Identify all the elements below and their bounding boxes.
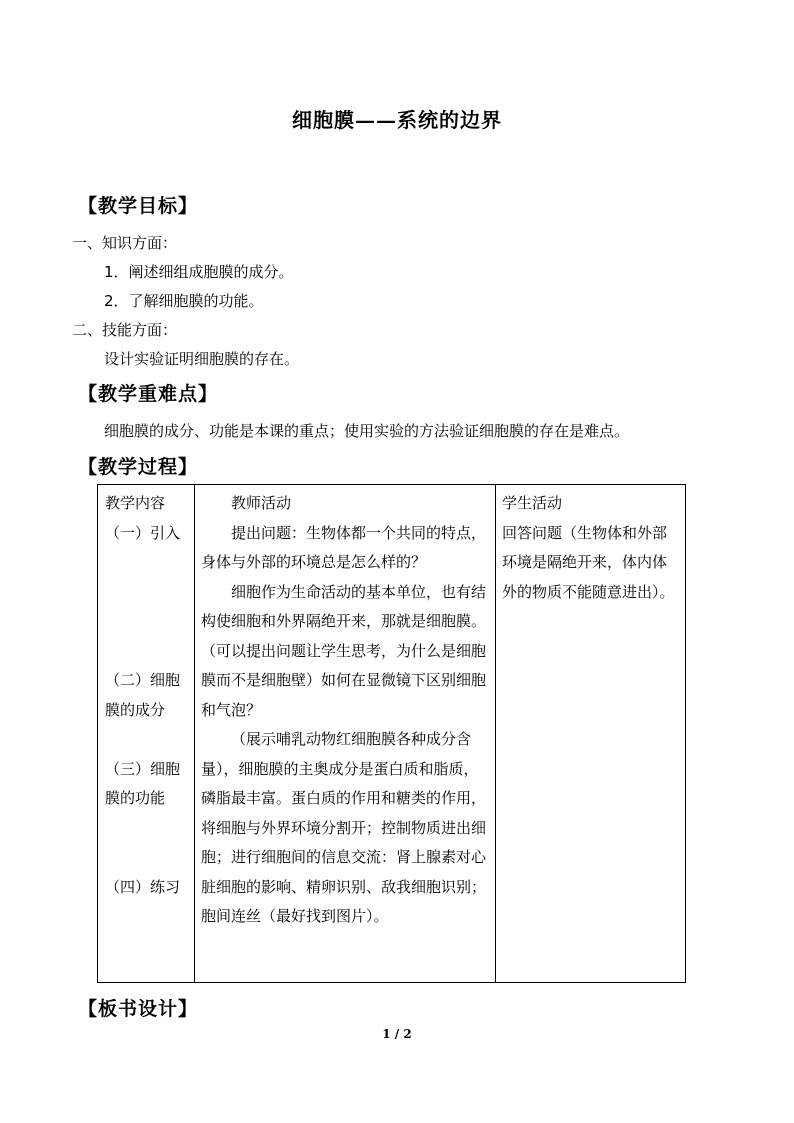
teacher-paragraph: 细胞作为生命活动的基本单位，也有结构使细胞和外界隔绝开来，那就是细胞膜。（可以提出问题让学生思考，为什么是细胞膜而不是细胞壁）如何在显微镜下区别细胞和气泡？ [201,582,487,719]
document-title: 细胞膜——系统的边界 [292,108,502,132]
key-points-text: 细胞膜的成分、功能是本课的重点；使用实验的方法验证细胞膜的存在是难点。 [104,422,630,440]
content-column [98,485,195,983]
section-heading-key-points: 【教学重难点】 [78,383,219,405]
stage-label: 膜的功能 [105,789,166,807]
stage-label: （三）细胞 [105,759,181,778]
stage-label: 膜的成分 [105,700,166,719]
page-number: 1 / 2 [382,1027,412,1041]
column-header: 教师活动 [231,494,292,512]
skill-heading: 二、技能方面： [72,321,178,339]
stage-label: （四）练习 [105,877,181,896]
student-activity-column [496,485,686,983]
section-heading-process: 【教学过程】 [78,456,199,478]
section-heading-board: 【板书设计】 [78,998,199,1020]
column-header: 学生活动 [502,494,563,512]
teacher-paragraph: 提出问题：生物体都一个共同的特点，身体与外部的环境总是怎么样的？ [201,523,487,571]
stage-label: （一）引入 [105,523,181,542]
column-header: 教学内容 [105,494,166,512]
teacher-paragraph: （展示哺乳动物红细胞膜各种成分含量），细胞膜的主奥成分是蛋白质和脂质，磷脂最丰富。蛋白质的作用和糖类的作用，将细胞与外界环境分割开；控制物质进出细胞；进行细胞间的信息交流：肾上腺素对心脏细胞的影响、精卵识别、敌我细胞识别；胞间连丝（最好找到图片）。 [201,730,487,925]
knowledge-item: 1．阐述细组成胞膜的成分。 [104,263,294,281]
section-heading-goals: 【教学目标】 [78,195,199,217]
teaching-process-table [97,484,686,983]
student-paragraph: 回答问题（生物体和外部环境是隔绝开来，体内体外的物质不能随意进出）。 [502,523,675,601]
teacher-activity-column [195,485,496,983]
knowledge-item: 2．了解细胞膜的功能。 [104,292,264,310]
stage-label: （二）细胞 [105,671,181,689]
knowledge-heading: 一、知识方面： [72,234,178,252]
skill-item: 设计实验证明细胞膜的存在。 [104,350,300,368]
table-row [98,485,686,983]
